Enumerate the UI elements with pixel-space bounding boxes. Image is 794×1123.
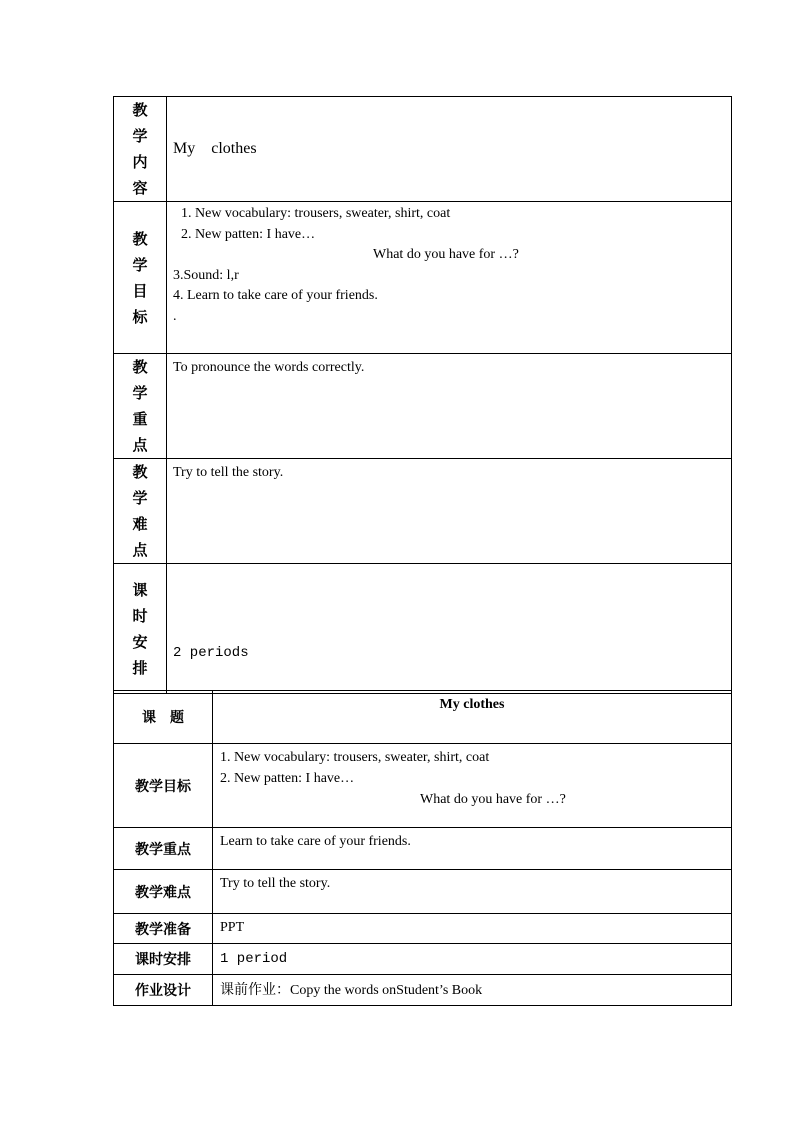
label-class-schedule: 课 时 安 排 [114,564,167,694]
goal-line: What do you have for …? [373,247,519,262]
goal-line: . [173,308,177,324]
label-key: 教学重点 [114,828,213,870]
goal-line: 1. New vocabulary: trousers, sweater, shirt, coat [181,206,451,221]
lesson-overview-table [113,96,732,694]
label-teaching-goals: 教 学 目 标 [114,202,167,354]
homework-value [213,975,732,1006]
homework-prefix: 课前作业： [220,981,290,998]
label-teaching-content: 教 学 内 容 [114,97,167,202]
label-lesson-title: 课 题 [114,691,213,744]
difficult-points-value: Try to tell the story. [167,459,732,564]
teaching-goals-value [167,202,732,354]
goal-line: 3.Sound: l,r [173,267,239,283]
key-points-value: To pronounce the words correctly. [167,354,732,459]
label-preparation: 教学准备 [114,914,213,944]
difficulty-value: Try to tell the story. [213,870,732,914]
goal-line: 2. New patten: I have… [220,771,355,786]
periods-value: 1 period [213,944,732,975]
label-key-points: 教 学 重 点 [114,354,167,459]
class-schedule-value: 2 periods [167,564,732,694]
preparation-value: PPT [213,914,732,944]
lesson-plan-table [113,690,732,1006]
goal-line: 2. New patten: I have… [181,226,316,242]
goal-line: 4. Learn to take care of your friends. [173,288,378,303]
goal-line: 1. New vocabulary: trousers, sweater, shirt, coat [220,750,490,765]
label-goals: 教学目标 [114,744,213,828]
teaching-content-value: My clothes [167,97,732,202]
goal-line: What do you have for …? [420,792,566,807]
goals-value [213,744,732,828]
lesson-title-value: My clothes [213,691,732,744]
label-periods: 课时安排 [114,944,213,975]
homework-text: Copy the words onStudent’s Book [290,982,483,998]
label-difficult-points: 教 学 难 点 [114,459,167,564]
label-difficulty: 教学难点 [114,870,213,914]
key-value: Learn to take care of your friends. [213,828,732,870]
label-homework: 作业设计 [114,975,213,1006]
